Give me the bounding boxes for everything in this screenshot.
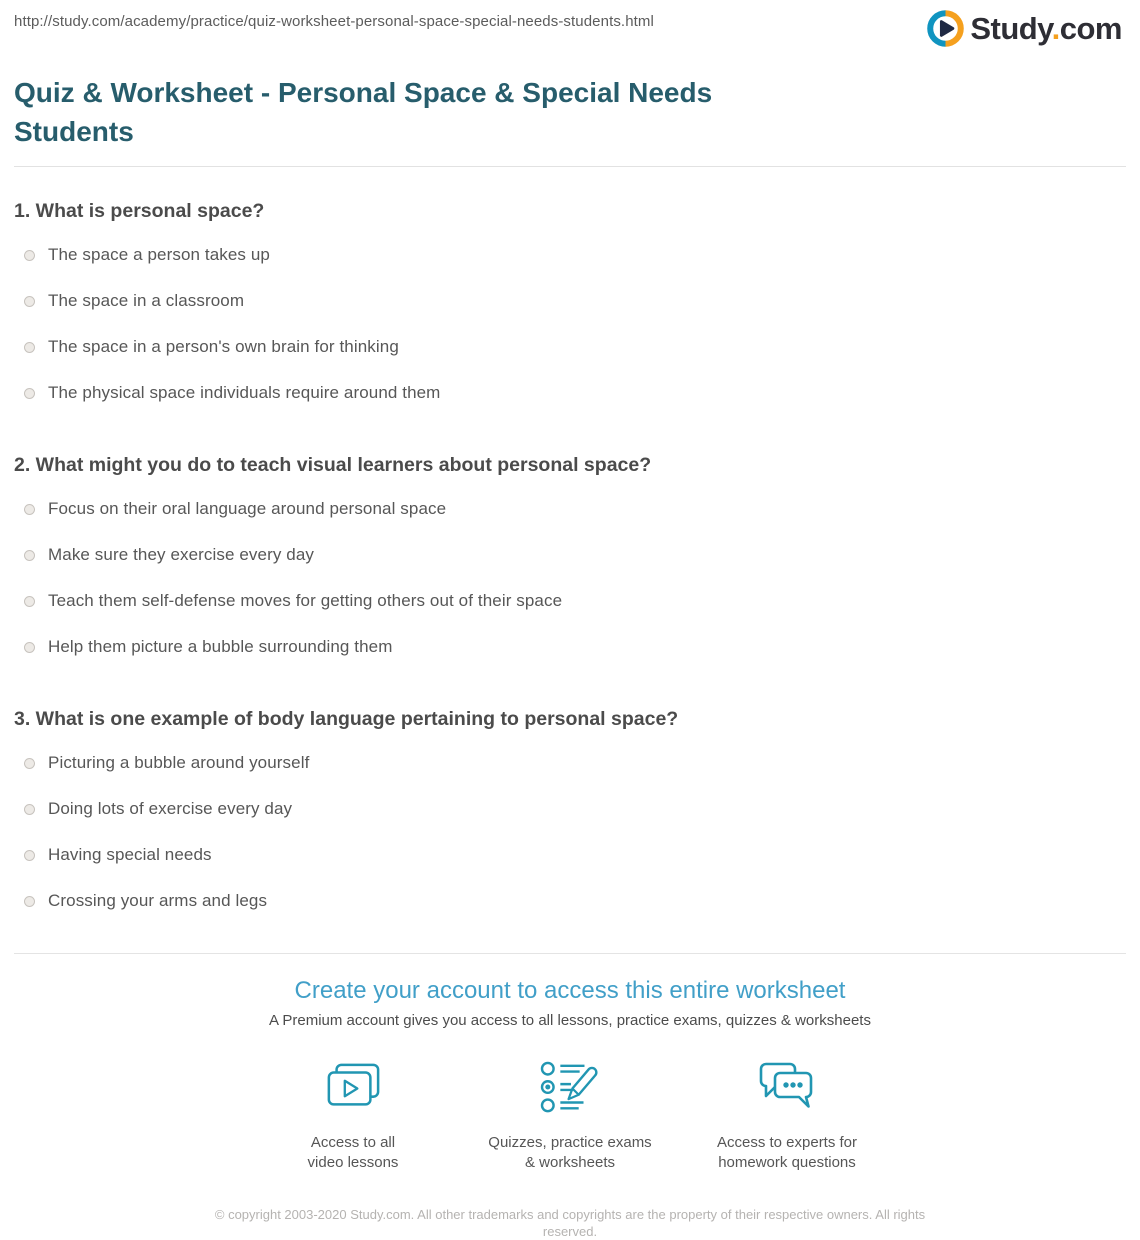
question-3-label: 3. What is one example of body language pertaining to personal space? [14, 708, 679, 730]
answer-option[interactable] [14, 740, 1126, 786]
feature-chat-experts [679, 1060, 896, 1173]
answer-option[interactable] [14, 232, 1126, 278]
premium-account-subheading: A Premium account gives you access to all lessons, practice exams, quizzes & worksheets [269, 1012, 871, 1029]
answer-option[interactable] [14, 324, 1126, 370]
answer-option[interactable] [14, 370, 1126, 416]
answer-option-label: The space in a classroom [48, 291, 245, 310]
feature-label: Access to all video lessons [307, 1134, 399, 1171]
answer-option[interactable] [14, 786, 1126, 832]
page-url: http://study.com/academy/practice/quiz-worksheet-personal-space-special-needs-students.html [14, 13, 654, 30]
question-2-options [14, 486, 1126, 670]
answer-option-label: Having special needs [48, 845, 212, 864]
answer-option-label: Make sure they exercise every day [48, 545, 314, 564]
answer-option-label: Help them picture a bubble surrounding them [48, 637, 393, 656]
question-3-options [14, 740, 1126, 924]
answer-option[interactable] [14, 532, 1126, 578]
divider [14, 166, 1126, 167]
video-lessons-icon [322, 1060, 384, 1116]
radio-button[interactable] [24, 388, 35, 399]
answer-option[interactable] [14, 624, 1126, 670]
answer-option[interactable] [14, 278, 1126, 324]
question-2-label: 2. What might you do to teach visual learners about personal space? [14, 454, 652, 476]
answer-option-label: The physical space individuals require around them [48, 383, 441, 402]
radio-button[interactable] [24, 596, 35, 607]
divider [14, 953, 1126, 954]
radio-button[interactable] [24, 250, 35, 261]
create-account-link[interactable]: Create your account to access this entire worksheet [294, 977, 846, 1004]
feature-video-lessons [245, 1060, 462, 1173]
answer-option-label: The space in a person's own brain for thinking [48, 337, 399, 356]
answer-option-label: Teach them self-defense moves for getting others out of their space [48, 591, 563, 610]
answer-option-label: Focus on their oral language around personal space [48, 499, 447, 518]
features-row [0, 1060, 1140, 1173]
answer-option-label: Picturing a bubble around yourself [48, 753, 310, 772]
quiz-section [0, 200, 1140, 924]
copyright-notice: © copyright 2003-2020 Study.com. All other trademarks and copyrights are the property of their respective owners. All rights reserved. [214, 1207, 926, 1239]
studycom-logo-icon [927, 10, 964, 47]
top-bar [0, 0, 1140, 47]
radio-button[interactable] [24, 550, 35, 561]
answer-option[interactable] [14, 578, 1126, 624]
radio-button[interactable] [24, 804, 35, 815]
radio-button[interactable] [24, 896, 35, 907]
feature-label: Quizzes, practice exams & worksheets [488, 1134, 652, 1171]
page-title: Quiz & Worksheet - Personal Space & Special Needs Students [14, 77, 713, 147]
feature-quizzes-worksheets [462, 1060, 679, 1173]
studycom-logo[interactable] [927, 10, 1122, 47]
answer-option[interactable] [14, 878, 1126, 924]
question-1-options [14, 232, 1126, 416]
feature-label: Access to experts for homework questions [716, 1134, 858, 1171]
chat-experts-icon [755, 1060, 819, 1116]
radio-button[interactable] [24, 642, 35, 653]
radio-button[interactable] [24, 758, 35, 769]
radio-button[interactable] [24, 504, 35, 515]
answer-option-label: The space a person takes up [48, 245, 270, 264]
answer-option-label: Doing lots of exercise every day [48, 799, 293, 818]
quizzes-worksheets-icon [539, 1060, 601, 1116]
answer-option[interactable] [14, 486, 1126, 532]
answer-option-label: Crossing your arms and legs [48, 891, 268, 910]
question-1-label: 1. What is personal space? [14, 200, 265, 222]
answer-option[interactable] [14, 832, 1126, 878]
studycom-logo-text: Study.com [970, 10, 1122, 46]
radio-button[interactable] [24, 296, 35, 307]
radio-button[interactable] [24, 342, 35, 353]
radio-button[interactable] [24, 850, 35, 861]
